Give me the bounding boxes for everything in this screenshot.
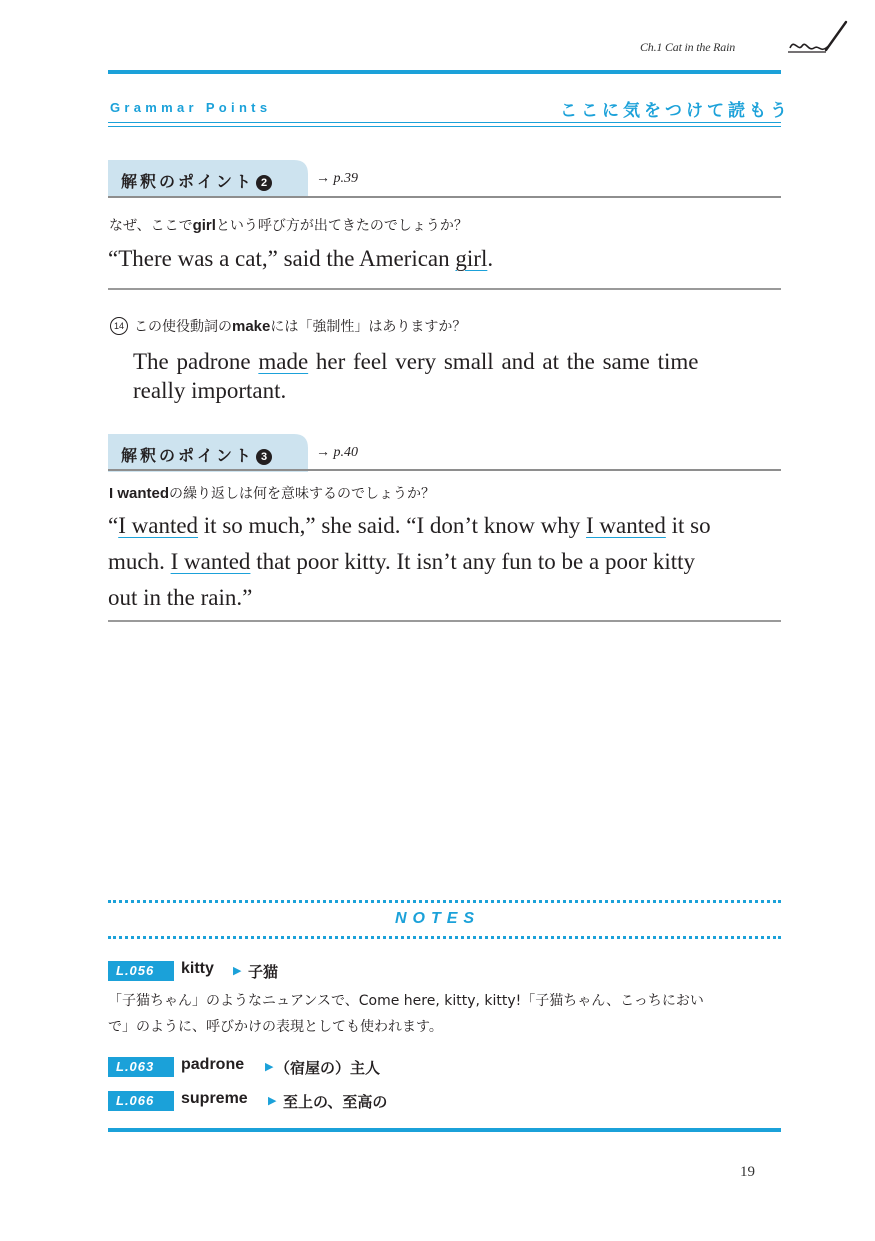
question-text: には「強制性」はありますか？ bbox=[270, 319, 467, 335]
underlined-phrase: I wanted bbox=[170, 549, 251, 574]
underlined-phrase: I wanted bbox=[586, 513, 666, 538]
note-word: padrone bbox=[181, 1056, 245, 1073]
english-passage-line: out in the rain.” bbox=[108, 585, 253, 610]
bottom-rule bbox=[108, 1128, 781, 1132]
page-ref-text: p.40 bbox=[333, 445, 358, 460]
underlined-word: made bbox=[258, 349, 309, 374]
page-number: 19 bbox=[740, 1164, 755, 1180]
triangle-icon: ▶ bbox=[265, 1060, 274, 1073]
section-rule bbox=[108, 126, 781, 127]
point-label-text: 解釈のポイント bbox=[121, 172, 255, 191]
line-tag: L.063 bbox=[108, 1057, 174, 1077]
english-passage-line: really important. bbox=[133, 378, 287, 403]
arrow-icon: → bbox=[316, 171, 330, 186]
divider bbox=[108, 288, 781, 290]
question-keyword: girl bbox=[192, 217, 216, 234]
page-ref-text: p.39 bbox=[333, 171, 358, 186]
notes-title: NOTES bbox=[394, 910, 481, 927]
note-word: supreme bbox=[181, 1090, 248, 1107]
point-number: 3 bbox=[256, 449, 272, 465]
english-passage bbox=[108, 241, 493, 277]
chapter-title: Ch.1 Cat in the Rain bbox=[640, 40, 736, 54]
top-rule bbox=[108, 70, 781, 74]
note-meaning: 至上の、至高の bbox=[283, 1093, 388, 1111]
dotted-rule bbox=[108, 936, 781, 939]
question-text: の繰り返しは何を意味するのでしょうか？ bbox=[169, 486, 436, 502]
question bbox=[134, 316, 466, 336]
passage-text: The padrone bbox=[133, 349, 259, 374]
question-text: この使役動詞の bbox=[134, 319, 232, 335]
underlined-word: girl bbox=[455, 246, 488, 271]
english-passage-line bbox=[108, 544, 695, 580]
passage-text: “There was a cat,” said the American bbox=[108, 246, 456, 271]
point-label bbox=[121, 443, 272, 466]
passage-text: it so bbox=[665, 513, 711, 538]
passage-text: “ bbox=[108, 513, 119, 538]
tab-rule bbox=[108, 196, 781, 198]
triangle-icon: ▶ bbox=[268, 1094, 277, 1107]
page-reference bbox=[316, 171, 358, 187]
arrow-icon: → bbox=[316, 445, 330, 460]
line-tag: L.066 bbox=[108, 1091, 174, 1111]
item-number: 14 bbox=[110, 317, 128, 335]
divider bbox=[108, 620, 781, 622]
question-text: という呼び方が出てきたのでしょうか？ bbox=[215, 218, 468, 234]
pen-signature-icon bbox=[786, 18, 850, 64]
section-rule bbox=[108, 122, 781, 123]
point-label-text: 解釈のポイント bbox=[121, 446, 255, 465]
passage-text: her feel very small and at the same time bbox=[308, 349, 699, 374]
passage-text: it so much,” she said. “I don’t know why bbox=[198, 513, 587, 538]
question bbox=[109, 215, 468, 235]
note-meaning: 子猫 bbox=[248, 963, 279, 981]
section-title-en: Grammar Points bbox=[110, 100, 272, 115]
note-body-line: で」のように、呼びかけの表現としても使われます。 bbox=[108, 1019, 443, 1035]
tab-rule bbox=[108, 469, 781, 471]
note-meaning: （宿屋の）主人 bbox=[275, 1059, 381, 1077]
note-word: kitty bbox=[181, 960, 214, 977]
point-number: 2 bbox=[256, 175, 272, 191]
passage-text: much. bbox=[108, 549, 171, 574]
dotted-rule bbox=[108, 900, 781, 903]
question-keyword: I wanted bbox=[109, 485, 170, 502]
section-title-ja: ここに気をつけて読もう bbox=[560, 101, 791, 121]
line-tag: L.056 bbox=[108, 961, 174, 981]
english-passage-line bbox=[108, 508, 711, 544]
passage-text: . bbox=[487, 246, 494, 271]
underlined-phrase: I wanted bbox=[118, 513, 199, 538]
question bbox=[109, 483, 435, 503]
note-body-line: 「子猫ちゃん」のようなニュアンスで、Come here, kitty, kitty!「子猫ちゃん、こっちにおい bbox=[108, 993, 704, 1009]
point-label bbox=[121, 169, 272, 192]
passage-text: that poor kitty. It isn’t any fun to be a poor kitty bbox=[250, 549, 696, 574]
question-text: なぜ、ここで bbox=[109, 218, 193, 234]
question-keyword: make bbox=[232, 318, 271, 335]
page-reference bbox=[316, 445, 358, 461]
triangle-icon: ▶ bbox=[233, 964, 242, 977]
